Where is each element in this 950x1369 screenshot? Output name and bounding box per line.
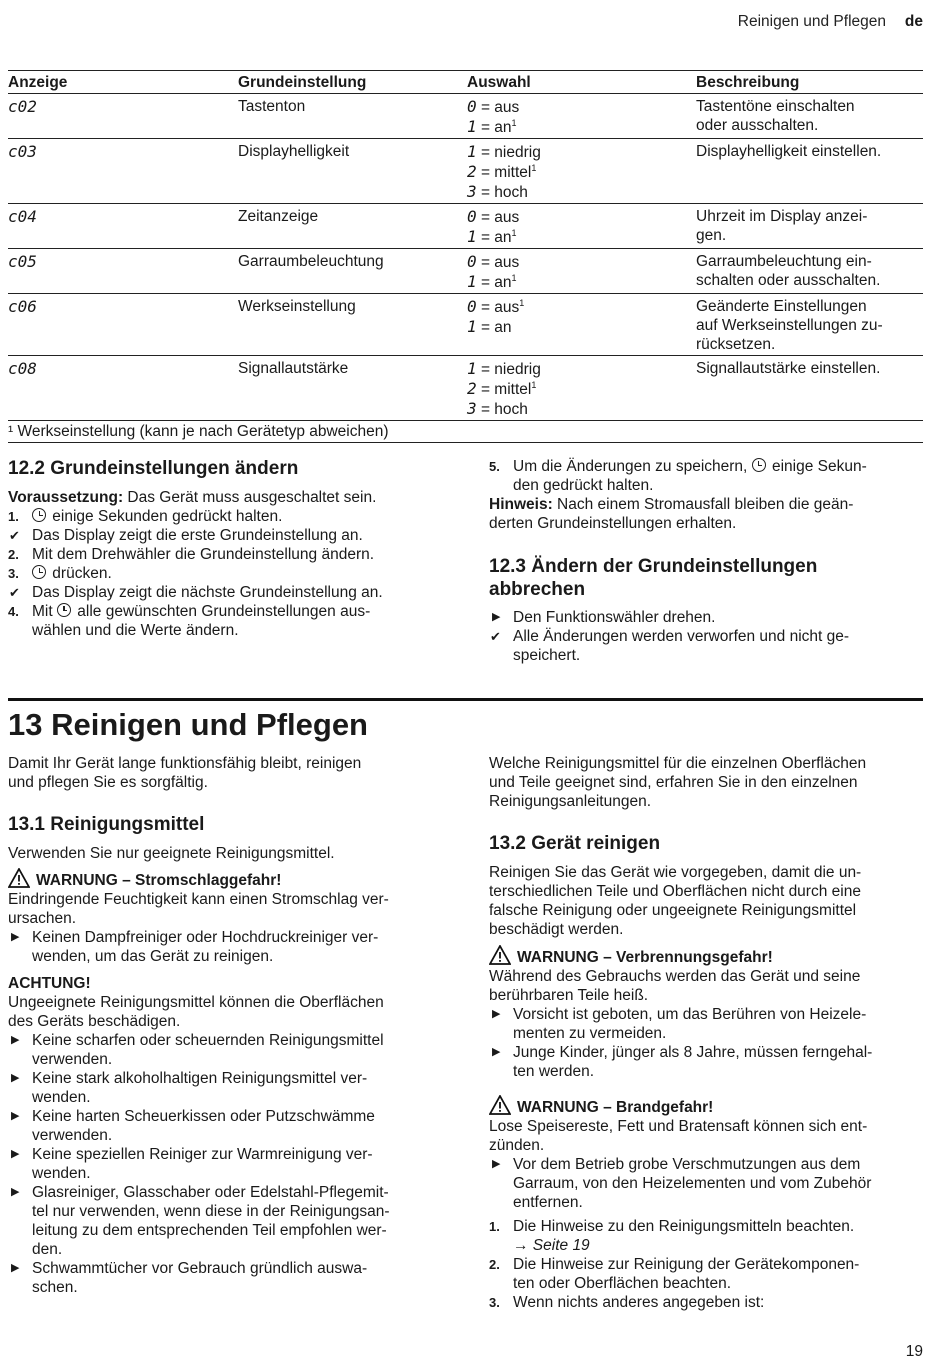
text-line: berührbaren Teile heiß. [489,987,649,1004]
setting-name: Zeitanzeige [238,204,467,249]
checkmark-icon: ✔ [9,528,20,543]
clock-icon [57,603,71,617]
warning-title: WARNUNG – Brandgefahr! [517,1099,714,1116]
options-cell [467,294,696,356]
step-item [8,602,440,640]
bullet-triangle-icon: ▶ [11,1034,20,1046]
option-digit: 0 [467,297,477,316]
text-line: Keine speziellen Reiniger zur Warmreinigung ver- [32,1146,373,1163]
action-item [8,1069,440,1107]
option-digit: 3 [467,182,477,201]
action-item [489,1043,921,1081]
heading-line: abbrechen [489,579,586,600]
text-line: ten werden. [513,1063,594,1080]
result-text: Alle Änderungen werden verworfen und nicht ge- [513,628,850,645]
running-header-language: de [904,13,923,30]
bullet-triangle-icon: ▶ [11,931,20,943]
table-header-row [8,71,923,94]
option-line [467,317,696,337]
intro-text-right [489,754,921,811]
warning-heading [8,868,440,890]
display-code: c05 [8,252,37,271]
option-line [467,399,696,419]
prerequisite-label: Voraussetzung: [8,489,124,506]
text-line: verwenden. [32,1127,113,1144]
option-digit: 2 [467,379,477,398]
description-cell [696,356,923,421]
text-line: Keinen Dampfreiniger oder Hochdruckreiniger ver- [32,929,379,946]
option-line [467,297,696,317]
description-line: Signallautstärke einstellen. [696,360,881,377]
bullet-triangle-icon: ▶ [492,1008,501,1020]
footnote-marker: 1 [531,379,537,390]
text-line: des Geräts beschädigen. [8,1013,181,1030]
description-line: oder ausschalten. [696,117,819,134]
column-header: Anzeige [8,71,238,94]
result-item [489,627,921,665]
page-reference-link[interactable]: → Seite 19 [513,1237,590,1254]
text-line: menten zu vermeiden. [513,1025,667,1042]
option-label: = an [476,274,512,291]
warning-text [489,1117,921,1155]
warning-triangle-icon [8,868,30,888]
hint-text: derten Grundeinstellungen erhalten. [489,515,737,532]
step-number: 2. [489,1257,500,1272]
step-text: Die Hinweise zu den Reinigungsmitteln beachten. [513,1218,855,1235]
description-line: gen. [696,227,727,244]
description-line: schalten oder ausschalten. [696,272,881,289]
option-label: = niedrig [476,144,541,161]
option-digit: 1 [467,117,477,136]
option-line [467,379,696,399]
option-label: = niedrig [476,361,541,378]
option-line [467,272,696,292]
clock-icon [32,565,46,579]
text-line: Vor dem Betrieb grobe Verschmutzungen aus dem [513,1156,861,1173]
step-item [8,564,440,583]
option-digit: 1 [467,359,477,378]
action-item [8,1145,440,1183]
description-cell [696,204,923,249]
section-heading-13-1: 13.1 Reinigungsmittel [8,814,205,835]
display-code-cell [8,204,238,249]
option-digit: 3 [467,399,477,418]
option-label: = aus [476,99,520,116]
column-header: Beschreibung [696,71,923,94]
option-digit: 1 [467,142,477,161]
bullet-triangle-icon: ▶ [11,1072,20,1084]
step-text: drücken. [48,565,112,582]
description-line: Uhrzeit im Display anzei- [696,208,868,225]
option-digit: 0 [467,252,477,271]
step-number: 3. [8,566,19,581]
result-item [8,526,440,545]
warning-text [489,967,921,1005]
bullet-triangle-icon: ▶ [11,1186,20,1198]
result-item [8,583,440,602]
footnote-marker: 1 [511,117,517,128]
description-cell [696,294,923,356]
option-line [467,252,696,272]
text-line: Lose Speisereste, Fett und Bratensaft können sich ent- [489,1118,868,1135]
text-line: Keine harten Scheuerkissen oder Putzschwämme [32,1108,375,1125]
options-cell [467,139,696,204]
option-label: = hoch [476,401,528,418]
table-row [8,204,923,249]
text-line: terschiedlichen Teile und Oberflächen nicht durch eine [489,883,861,900]
text-line: Damit Ihr Gerät lange funktionsfähig bleibt, reinigen [8,755,362,772]
option-label: = aus [476,209,520,226]
text-line: wenden. [32,1089,91,1106]
text-line: Reinigen Sie das Gerät wie vorgegeben, damit die un- [489,864,862,881]
table-row [8,294,923,356]
warning-triangle-icon [489,1095,511,1115]
option-label: = aus [476,299,520,316]
text-line: falsche Reinigung oder ungeeignete Reinigungsmittel [489,902,857,919]
bullet-triangle-icon: ▶ [492,1158,501,1170]
heading-line: 12.3 Ändern der Grundeinstellungen [489,556,818,577]
option-label: = an [476,229,512,246]
text-line: Keine scharfen oder scheuernden Reinigungsmittel [32,1032,384,1049]
column-header: Auswahl [467,71,696,94]
action-item [8,928,440,966]
step-item [489,1293,921,1312]
table-row [8,94,923,139]
intro-text [8,754,440,792]
option-label: = mittel [476,164,532,181]
setting-name: Garraumbeleuchtung [238,249,467,294]
action-item [489,1155,921,1212]
step-number: 1. [8,509,19,524]
action-item [8,1259,440,1297]
text-line: und Teile geeignet sind, erfahren Sie in den einzelnen [489,774,858,791]
chapter-heading: 13 Reinigen und Pflegen [8,707,368,742]
options-cell [467,249,696,294]
paragraph [489,863,921,939]
step-text: alle gewünschten Grundeinstellungen aus- [72,603,371,620]
step-text: einige Sekun- [767,458,867,475]
display-code-cell [8,294,238,356]
checkmark-icon: ✔ [490,629,501,644]
basic-settings-table [8,70,923,443]
display-code: c02 [8,97,37,116]
step-number: 4. [8,604,19,619]
table-row [8,249,923,294]
section-12-2 [8,457,440,640]
text-line: Reinigungsanleitungen. [489,793,652,810]
display-code-cell [8,139,238,204]
caution-text [8,993,440,1031]
checkmark-icon: ✔ [9,585,20,600]
option-line [467,117,696,137]
bullet-triangle-icon: ▶ [11,1148,20,1160]
clock-icon [32,508,46,522]
text-line: den. [32,1241,63,1258]
page-number: 19 [905,1343,923,1360]
option-line [467,207,696,227]
step-text: wählen und die Werte ändern. [32,622,239,639]
description-line: Geänderte Einstellungen [696,298,867,315]
description-line: Displayhelligkeit einstellen. [696,143,882,160]
display-code: c03 [8,142,37,161]
option-line [467,182,696,202]
prerequisite [8,488,440,507]
setting-name: Displayhelligkeit [238,139,467,204]
chapter-13-left [8,754,440,1297]
step-number: 1. [489,1219,500,1234]
text-line: verwenden. [32,1051,113,1068]
description-cell [696,94,923,139]
paragraph: Verwenden Sie nur geeignete Reinigungsmittel. [8,845,335,862]
description-line: Tastentöne einschalten [696,98,855,115]
caution-heading: ACHTUNG! [8,975,91,992]
section-heading: 12.2 Grundeinstellungen ändern [8,458,299,479]
step-text: Mit dem Drehwähler die Grundeinstellung ändern. [32,546,375,563]
step-text: Um die Änderungen zu speichern, [513,458,752,475]
description-cell [696,249,923,294]
chapter-rule [8,698,923,701]
option-digit: 1 [467,272,477,291]
action-item [489,608,921,627]
chapter-13-right [489,754,921,1312]
text-line: Junge Kinder, jünger als 8 Jahre, müssen ferngehal- [513,1044,873,1061]
text-line: tel nur verwenden, wenn diese in der Reinigungsan- [32,1203,390,1220]
text-line: Keine stark alkoholhaltigen Reinigungsmittel ver- [32,1070,368,1087]
action-item [8,1183,440,1259]
option-label: = an [476,319,512,336]
text-line: Eindringende Feuchtigkeit kann einen Stromschlag ver- [8,891,389,908]
step-text: den gedrückt halten. [513,477,654,494]
display-code-cell [8,249,238,294]
warning-triangle-icon [489,945,511,965]
action-text: Den Funktionswähler drehen. [513,609,716,626]
text-line: wenden, um das Gerät zu reinigen. [32,948,274,965]
table-footnote: ¹ Werkseinstellung (kann je nach Gerätetyp abweichen) [8,421,923,443]
warning-text [8,890,440,928]
step-text: Die Hinweise zur Reinigung der Gerätekomponen- [513,1256,860,1273]
options-cell [467,356,696,421]
step-item [8,507,440,526]
description-line: rücksetzen. [696,336,776,353]
description-line: Garraumbeleuchtung ein- [696,253,872,270]
step-text: Wenn nichts anderes angegeben ist: [513,1294,765,1311]
table-footnote-row [8,421,923,443]
table-row [8,356,923,421]
text-line: Während des Gebrauchs werden das Gerät und seine [489,968,861,985]
footnote-marker: 1 [531,162,537,173]
display-code: c08 [8,359,37,378]
result-text: Das Display zeigt die erste Grundeinstellung an. [32,527,363,544]
result-text: speichert. [513,647,581,664]
options-cell [467,94,696,139]
option-label: = aus [476,254,520,271]
options-cell [467,204,696,249]
step-item [489,1255,921,1293]
step-number: 3. [489,1295,500,1310]
step-number: 2. [8,547,19,562]
warning-title: WARNUNG – Verbrennungsgefahr! [517,949,773,966]
section-12-2-continued [489,457,921,665]
step-text: einige Sekunden gedrückt halten. [48,508,283,525]
step-item [489,1217,921,1255]
option-label: = an [476,119,512,136]
section-heading-12-3 [489,555,921,601]
display-code-cell [8,356,238,421]
footnote-marker: 1 [519,297,525,308]
warning-heading [489,945,921,967]
bullet-triangle-icon: ▶ [492,611,501,623]
footnote-marker: 1 [511,227,517,238]
display-code-cell [8,94,238,139]
text-line: schen. [32,1279,78,1296]
table-row [8,139,923,204]
text-line: Glasreiniger, Glasschaber oder Edelstahl-Pflegemit- [32,1184,389,1201]
setting-name: Signallautstärke [238,356,467,421]
option-digit: 1 [467,317,477,336]
display-code: c04 [8,207,37,226]
option-digit: 2 [467,162,477,181]
text-line: Vorsicht ist geboten, um das Berühren von Heizele- [513,1006,867,1023]
option-line [467,142,696,162]
text-line: Welche Reinigungsmittel für die einzelnen Oberflächen [489,755,867,772]
text-line: beschädigt werden. [489,921,624,938]
result-text: Das Display zeigt die nächste Grundeinstellung an. [32,584,383,601]
description-cell [696,139,923,204]
option-digit: 0 [467,97,477,116]
section-heading-13-2: 13.2 Gerät reinigen [489,833,661,854]
clock-icon [752,458,766,472]
hint-text: Nach einem Stromausfall bleiben die geän- [552,496,854,513]
step-item [8,545,440,564]
text-line: entfernen. [513,1194,583,1211]
setting-name: Werkseinstellung [238,294,467,356]
action-item [8,1031,440,1069]
option-label: = hoch [476,184,528,201]
option-line [467,227,696,247]
action-item [8,1107,440,1145]
bullet-triangle-icon: ▶ [11,1262,20,1274]
text-line: leitung zu dem entsprechenden Teil empfohlen wer- [32,1222,387,1239]
display-code: c06 [8,297,37,316]
text-line: Garraum, von den Heizelementen und vom Zubehör [513,1175,872,1192]
text-line: wenden. [32,1165,91,1182]
option-label: = mittel [476,381,532,398]
option-digit: 0 [467,207,477,226]
bullet-triangle-icon: ▶ [492,1046,501,1058]
option-line [467,162,696,182]
step-text: ten oder Oberflächen beachten. [513,1275,732,1292]
step-number: 5. [489,459,500,474]
action-item [489,1005,921,1043]
prerequisite-text: Das Gerät muss ausgeschaltet sein. [123,489,377,506]
hint-label: Hinweis: [489,496,553,513]
setting-name: Tastenton [238,94,467,139]
footnote-marker: 1 [511,272,517,283]
option-line [467,359,696,379]
column-header: Grundeinstellung [238,71,467,94]
option-digit: 1 [467,227,477,246]
step-item [489,457,921,495]
step-text: Mit [32,603,57,620]
text-line: ursachen. [8,910,77,927]
running-header-title: Reinigen und Pflegen [737,13,886,30]
text-line: Schwammtücher vor Gebrauch gründlich auswa- [32,1260,368,1277]
bullet-triangle-icon: ▶ [11,1110,20,1122]
text-line: und pflegen Sie es sorgfältig. [8,774,208,791]
option-line [467,97,696,117]
warning-title: WARNUNG – Stromschlaggefahr! [36,872,282,889]
text-line: zünden. [489,1137,545,1154]
text-line: Ungeeignete Reinigungsmittel können die Oberflächen [8,994,384,1011]
hint [489,495,921,533]
description-line: auf Werkseinstellungen zu- [696,317,883,334]
warning-heading [489,1095,921,1117]
